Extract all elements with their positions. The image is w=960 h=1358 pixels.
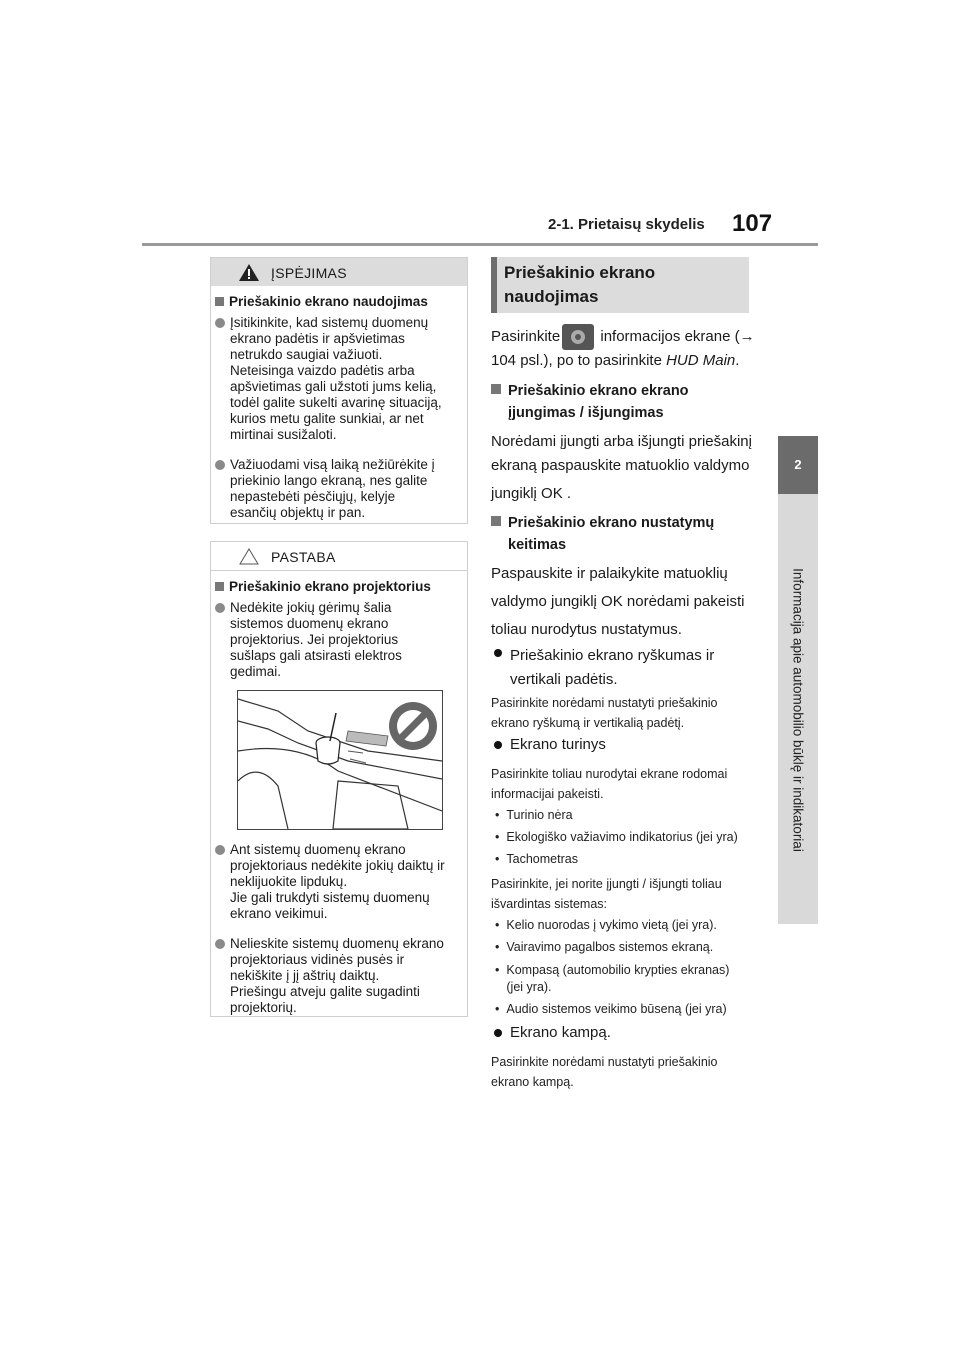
header-rule xyxy=(142,243,818,246)
note-title: PASTABA xyxy=(271,549,336,565)
note-brightness: Pasirinkite norėdami nustatyti priešakinio ekrano ryškumą ir vertikalią padėtį. xyxy=(491,696,718,730)
square-bullet-icon xyxy=(215,582,224,591)
bullet-icon xyxy=(494,741,502,749)
chapter-tab: 2 xyxy=(778,436,818,494)
list-item: • Audio sistemos veikimo būseną (jei yra) xyxy=(495,1002,727,1016)
bullet-content: Ekrano turinys xyxy=(491,736,606,753)
warning-triangle-icon xyxy=(239,264,259,281)
square-bullet-icon xyxy=(491,384,501,394)
subheading-settings: Priešakinio ekrano nustatymų keitimas xyxy=(491,512,714,556)
bullet-brightness: Priešakinio ekrano ryškumas ir vertikali padėtis. xyxy=(491,644,714,692)
list-item: • Kelio nuorodas į vykimo vietą (jei yra). xyxy=(495,918,717,932)
note-header xyxy=(211,542,467,571)
warning-box xyxy=(210,257,468,524)
paragraph-settings: Paspauskite ir palaikykite matuoklių valdymo jungiklį OK norėdami pakeisti toliau nurodytus nustatymus. xyxy=(491,565,745,638)
bullet-icon xyxy=(215,603,225,613)
bullet-icon xyxy=(215,318,225,328)
list-item: • Vairavimo pagalbos sistemos ekraną. xyxy=(495,940,714,954)
bullet-icon xyxy=(494,649,502,657)
note-content: Pasirinkite toliau nurodytai ekrane rodomai informacijai pakeisti. xyxy=(491,767,728,801)
note-item: Nedėkite jokių gėrimų šalia sistemos duomenų ekrano projektorius. Jei projektorius sušlaps gali atsirasti elektros gedimai. xyxy=(213,600,459,680)
paragraph-toggle: Norėdami įjungti arba išjungti priešakinį ekraną paspauskite matuoklio valdymo jungiklį OK . xyxy=(491,433,752,502)
warning-heading: Priešakinio ekrano naudojimas xyxy=(213,294,461,309)
intro-line-2: 104 psl.), po to pasirinkite HUD Main. xyxy=(491,352,740,369)
bullet-icon xyxy=(215,845,225,855)
chapter-title: Informacija apie automobilio būklę ir indikatoriai xyxy=(790,568,806,852)
prohibited-sign-icon xyxy=(389,702,437,750)
list-item: • Turinio nėra xyxy=(495,808,573,822)
section-heading-box xyxy=(491,257,749,313)
note-box xyxy=(210,541,468,1017)
page-number: 107 xyxy=(732,210,773,237)
square-bullet-icon xyxy=(491,516,501,526)
section-heading: Priešakinio ekrano naudojimas xyxy=(504,263,656,306)
warning-item: Įsitikinkite, kad sistemų duomenų ekrano padėtis ir apšvietimas netrukdo saugiai važiuoti. Neteisinga vaizdo padėtis arba apšvietimas gali užstoti jums kelią, todėl galite sukelti avarinę situaciją, kurios metu galite sunkiai, ar net mirtinai susižaloti. xyxy=(213,315,459,443)
subheading-display-toggle: Priešakinio ekrano ekrano įjungimas / išjungimas xyxy=(491,380,689,424)
bullet-angle: Ekrano kampą. xyxy=(491,1024,611,1041)
note-systems: Pasirinkite, jei norite įjungti / išjungti toliau išvardintas sistemas: xyxy=(491,877,722,911)
note-angle: Pasirinkite norėdami nustatyti priešakinio ekrano kampą. xyxy=(491,1055,718,1089)
bullet-icon xyxy=(494,1029,502,1037)
projector-illustration xyxy=(237,690,443,830)
square-bullet-icon xyxy=(215,297,224,306)
intro-line-1: Pasirinkite informacijos ekrane (→ xyxy=(491,324,755,350)
section-title: 2-1. Prietaisų skydelis xyxy=(548,216,705,233)
warning-header xyxy=(211,258,467,286)
note-heading: Priešakinio ekrano projektorius xyxy=(213,579,461,594)
bullet-icon xyxy=(215,460,225,470)
note-item: Ant sistemų duomenų ekrano projektoriaus nedėkite jokių daiktų ir neklijuokite lipdukų. Jie gali trukdyti sistemų duomenų ekrano veikimui. xyxy=(213,842,459,922)
warning-item: Važiuodami visą laiką nežiūrėkite į priekinio lango ekraną, nes galite nepastebėti pėsčiųjų, kelyje esančių objektų ir pan. xyxy=(213,457,459,521)
list-item: • Kompasą (automobilio krypties ekranas) (jei yra). xyxy=(495,963,730,994)
settings-gear-icon xyxy=(562,324,594,350)
caution-outline-icon xyxy=(239,548,259,565)
warning-title: ĮSPĖJIMAS xyxy=(271,265,347,281)
note-item: Nelieskite sistemų duomenų ekrano projektoriaus vidinės pusės ir nekiškite į jį aštrių daiktų. Priešingu atveju galite sugadinti projektorių. xyxy=(213,936,459,1016)
list-item: • Ekologiško važiavimo indikatorius (jei yra) xyxy=(495,830,738,844)
list-item: • Tachometras xyxy=(495,852,578,866)
bullet-icon xyxy=(215,939,225,949)
